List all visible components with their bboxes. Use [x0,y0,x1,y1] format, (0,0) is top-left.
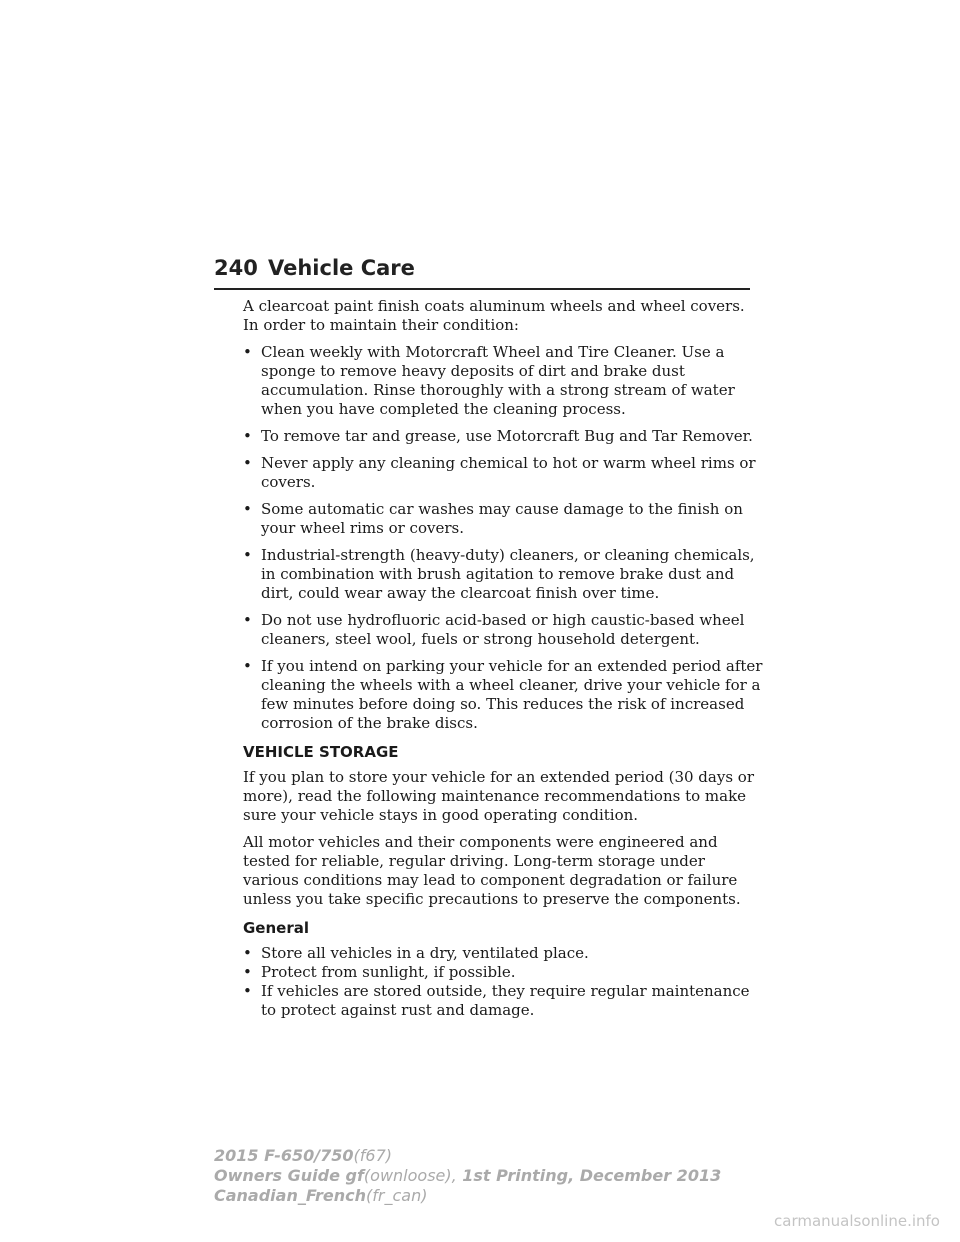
list-item-text: To remove tar and grease, use Motorcraft Bug and Tar Remover. [261,427,753,445]
list-item-text: Never apply any cleaning chemical to hot or warm wheel rims or covers. [261,454,756,491]
bullet-icon: • [243,427,252,445]
list-item [243,427,763,446]
footer-line-1 [214,1146,721,1166]
bullet-icon: • [243,454,252,472]
list-item [243,500,763,538]
bullet-icon: • [243,963,252,981]
storage-paragraph-2: All motor vehicles and their components were engineered and tested for reliable, regular driving. Long-term storage under various conditions may lead to component degradation or failure unless you take specific precautions to preserve the components. [243,833,741,908]
footer-guide: Owners Guide gf [214,1166,364,1185]
footer-line-3 [214,1186,721,1206]
list-item-text: Industrial-strength (heavy-duty) cleaners, or cleaning chemicals, in combination with brush agitation to remove brake dust and dirt, could wear away the clearcoat finish over time. [261,546,755,602]
list-item [243,944,763,963]
bullet-icon: • [243,500,252,518]
footer-language: Canadian_French [214,1186,367,1205]
wheel-care-list [243,343,763,733]
footer-printing: 1st Printing, December 2013 [456,1166,722,1185]
list-item-text: Store all vehicles in a dry, ventilated place. [261,944,589,962]
page-header [214,256,750,290]
list-item [243,611,763,649]
storage-paragraph-1: If you plan to store your vehicle for an extended period (30 days or more), read the following maintenance recommendations to make sure your vehicle stays in good operating condition. [243,768,754,824]
bullet-icon: • [243,343,252,361]
vehicle-storage-heading: VEHICLE STORAGE [243,743,399,761]
bullet-icon: • [243,611,252,629]
list-item [243,982,763,1020]
list-item-text: Some automatic car washes may cause damage to the finish on your wheel rims or covers. [261,500,743,537]
footer-guide-code: (ownloose), [363,1166,457,1185]
bullet-icon: • [243,657,252,675]
bullet-icon: • [243,944,252,962]
chapter-title: Vehicle Care [268,256,415,280]
bullet-icon: • [243,546,252,564]
list-item [243,546,763,603]
page-number: 240 [214,256,258,280]
list-item-text: Do not use hydrofluoric acid-based or high caustic-based wheel cleaners, steel wool, fuels or strong household detergent. [261,611,745,648]
list-item [243,343,763,419]
watermark: carmanualsonline.info [774,1212,940,1230]
general-heading: General [243,919,309,937]
general-list [243,944,763,1020]
footer-model-code: (f67) [353,1146,392,1165]
list-item [243,454,763,492]
intro-paragraph: A clearcoat paint finish coats aluminum wheels and wheel covers. In order to maintain their condition: [243,297,745,334]
list-item-text: Clean weekly with Motorcraft Wheel and Tire Cleaner. Use a sponge to remove heavy deposits of dirt and brake dust accumulation. Rinse thoroughly with a strong stream of water when you have completed the cleaning process. [261,343,735,418]
footer-line-2 [214,1166,721,1186]
print-footer [214,1146,721,1206]
footer-language-code: (fr_can) [366,1186,428,1205]
footer-model: 2015 F-650/750 [214,1146,354,1165]
page-content [243,297,763,1028]
list-item-text: Protect from sunlight, if possible. [261,963,516,981]
list-item [243,657,763,733]
list-item [243,963,763,982]
list-item-text: If vehicles are stored outside, they require regular maintenance to protect against rust and damage. [261,982,750,1019]
bullet-icon: • [243,982,252,1000]
list-item-text: If you intend on parking your vehicle for an extended period after cleaning the wheels with a wheel cleaner, drive your vehicle for a few minutes before doing so. This reduces the risk of increased corrosion of the brake discs. [261,657,763,732]
